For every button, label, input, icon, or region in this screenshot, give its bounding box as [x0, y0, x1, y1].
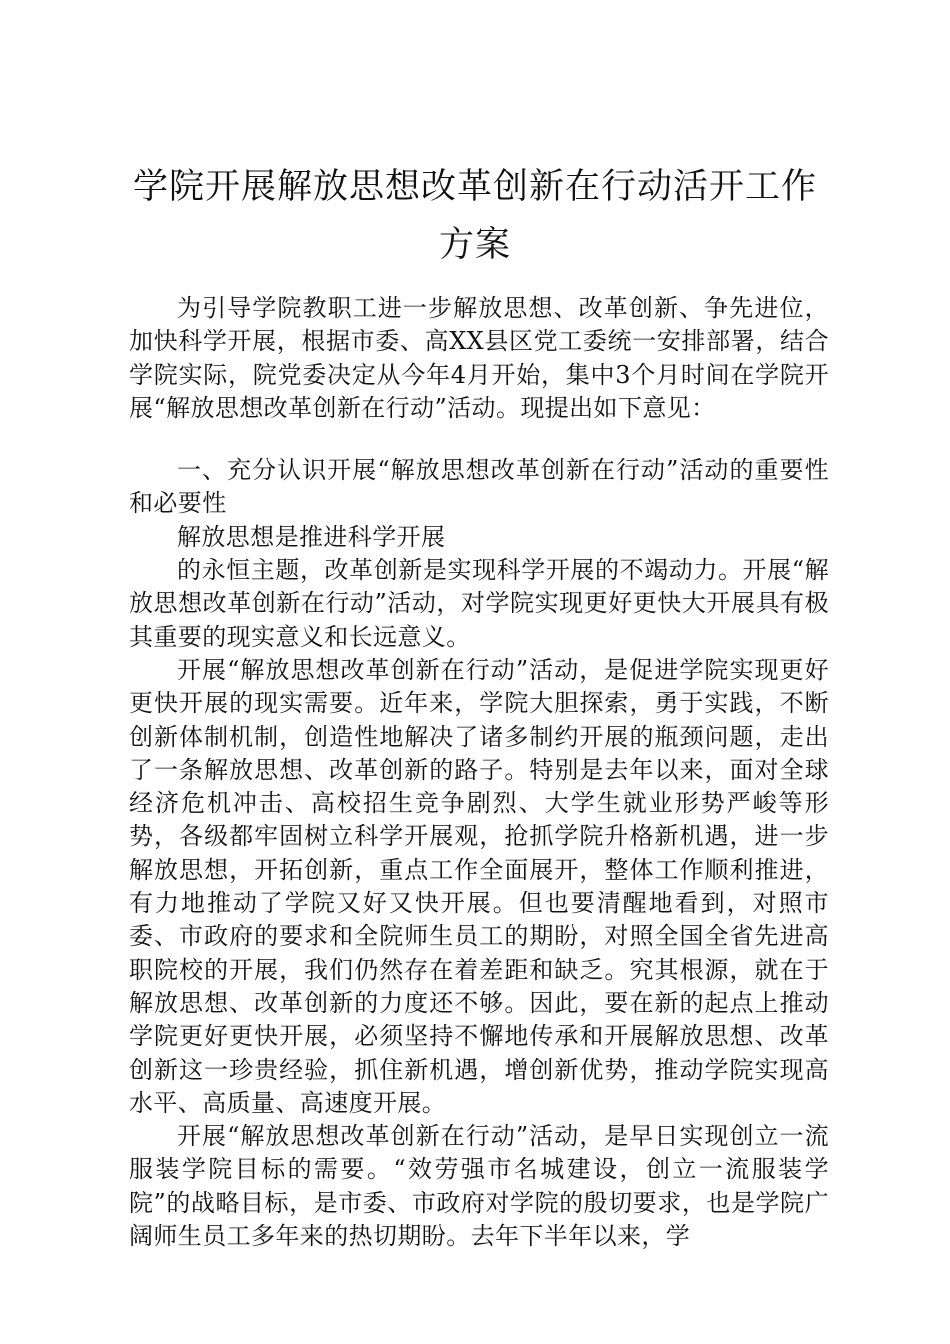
document-title: 学院开展解放思想改革创新在行动活开工作方案 — [132, 167, 817, 265]
body-paragraph: 开展“解放思想改革创新在行动”活动，是促进学院实现更好更快开展的现实需要。近年来，学院大胆探索，勇于实践，不断创新体制机制，创造性地解决了诸多制约开展的瓶颈问题，走出了一条解放思想、改革创新的路子。特别是去年以来，面对全球经济危机冲击、高校招生竞争剧烈、大学生就业形势严峻等形势，各级都牢固树立科学开展观，抢抓学院升格新机遇，进一步解放思想，开拓创新，重点工作全面展开，整体工作顺利推进，有力地推动了学院又好又快开展。但也要清醒地看到，对照市委、市政府的要求和全院师生员工的期盼，对照全国全省先进高职院校的开展，我们仍然存在着差距和缺乏。究其根源，就在于解放思想、改革创新的力度还不够。因此，要在新的起点上推动学院更好更快开展，必须坚持不懈地传承和开展解放思想、改革创新这一珍贵经验，抓住新机遇，增创新优势，推动学院实现高水平、高质量、高速度开展。 — [129, 655, 829, 1117]
document-body — [129, 292, 829, 1253]
body-paragraph: 开展“解放思想改革创新在行动”活动，是早日实现创立一流服装学院目标的需要。“效劳强市名城建设，创立一流服装学院”的战略目标，是市委、市政府对学院的殷切要求，也是学院广阔师生员工多年来的热切期盼。去年下半年以来，学 — [129, 1122, 829, 1251]
intro-paragraph: 为引导学院教职工进一步解放思想、改革创新、争先进位，加快科学开展，根据市委、高XX县区党工委统一安排部署，结合学院实际，院党委决定从今年4月开始，集中3个月时间在学院开展“解放思想改革创新在行动”活动。现提出如下意见： — [129, 294, 829, 422]
body-paragraph: 的永恒主题，改革创新是实现科学开展的不竭动力。开展“解放思想改革创新在行动”活动，对学院实现更好更快大开展具有极其重要的现实意义和长远意义。 — [129, 556, 829, 651]
section-heading-1: 一、充分认识开展“解放思想改革创新在行动”活动的重要性和必要性 — [129, 456, 829, 518]
body-paragraph: 解放思想是推进科学开展 — [177, 522, 446, 551]
